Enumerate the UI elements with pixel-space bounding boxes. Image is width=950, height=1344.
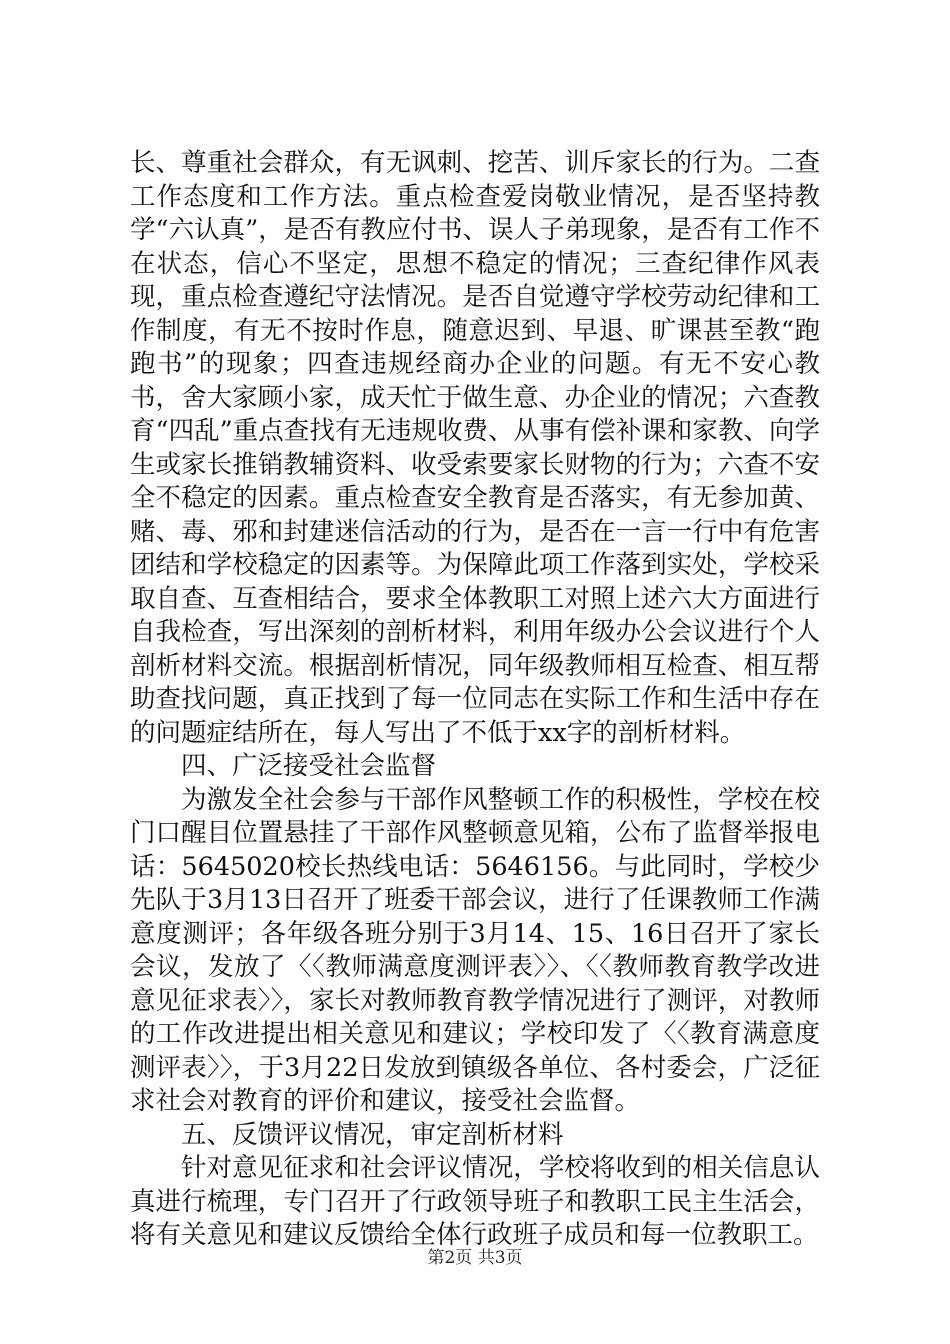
paragraph-continuation: 长、尊重社会群众，有无讽刺、挖苦、训斥家长的行为。二查工作态度和工作方法。重点检查爱岗敬业情况，是否坚持教学“六认真”，是否有教应付书、误人子弟现象，是否有工作不在状态，信心不坚定，思想不稳定的情况；三查纪律作风表现，重点检查遵纪守法情况。是否自觉遵守学校劳动纪律和工作制度，有无不按时作息，随意迟到、早退、旷课甚至教“跑跑书”的现象；四查违规经商办企业的问题。有无不安心教书，舍大家顾小家，成天忙于做生意、办企业的情况；六查教育“四乱”重点查找有无违规收费、从事有偿补课和家教、向学生或家长推销教辅资料、收受索要家长财物的行为；六查不安全不稳定的因素。重点检查安全教育是否落实，有无参加黄、赌、毒、邪和封建迷信活动的行为，是否在一言一行中有危害团结和学校稳定的因素等。为保障此项工作落到实处，学校采取自查、互查相结合，要求全体教职工对照上述六大方面进行自我检查，写出深刻的剖析材料，利用年级办公会议进行个人剖析材料交流。根据剖析情况，同年级教师相互检查、相互帮助查找问题，真正找到了每一位同志在实际工作和生活中存在的问题症结所在，每人写出了不低于xx字的剖析材料。 [130, 148, 820, 748]
paragraph-feedback: 针对意见征求和社会评议情况，学校将收到的相关信息认真进行梳理，专门召开了行政领导班子和教职工民主生活会，将有关意见和建议反馈给全体行政班子成员和每一位教职工。 [130, 1153, 820, 1250]
page-footer: 第2页 共3页 [427, 1248, 523, 1268]
section-heading-4: 四、广泛接受社会监督 [181, 751, 437, 781]
section-heading-5: 五、反馈评议情况，审定剖析材料 [181, 1119, 564, 1150]
document-body [130, 147, 820, 1253]
paragraph-social-supervision: 为激发全社会参与干部作风整顿工作的积极性，学校在校门口醒目位置悬挂了干部作风整顿意见箱，公布了监督举报电话：5645020校长热线电话：5646156。与此同时，学校少先队于3月13日召开了班委干部会议，进行了任课教师工作满意度测评；各年级各班分别于3月14、15、16日召开了家长会议，发放了〈〈教师满意度测评表〉〉、〈〈教师教育教学改进意见征求表〉〉，家长对教师教育教学情况进行了测评，对教师的工作改进提出相关意见和建议；学校印发了〈〈教育满意度测评表〉〉，于3月22日发放到镇级各单位、各村委会，广泛征求社会对教育的评价和建议，接受社会监督。 [130, 784, 820, 1116]
